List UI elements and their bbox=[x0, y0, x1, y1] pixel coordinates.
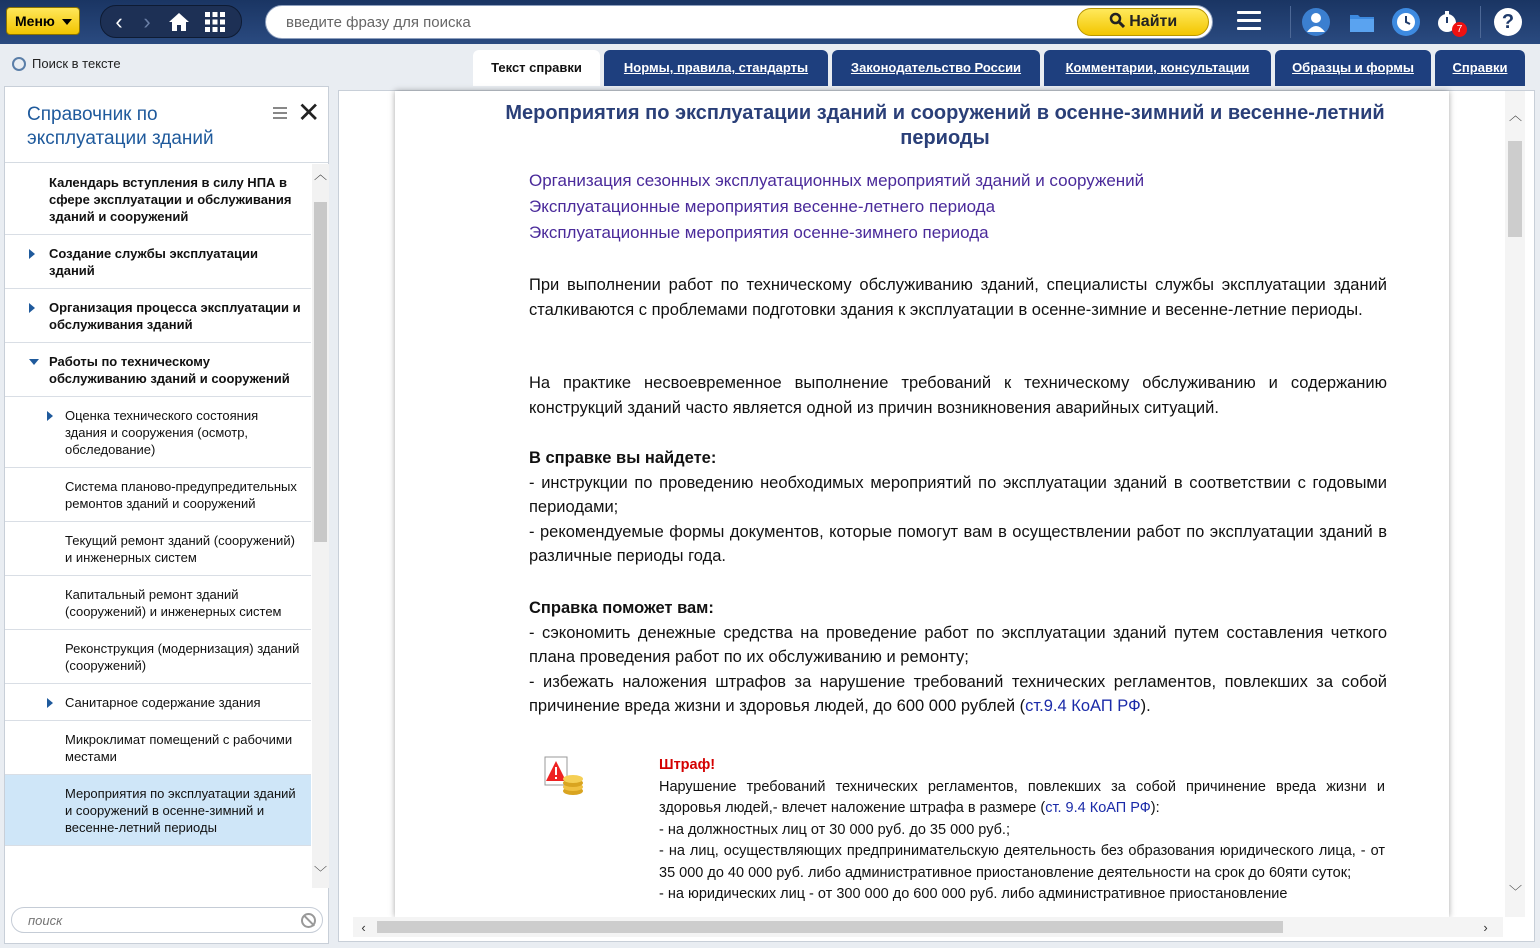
toc-item[interactable] bbox=[5, 684, 311, 721]
toc-item-label: Календарь вступления в силу НПА в сфере эксплуатации и обслуживания зданий и сооружений bbox=[49, 175, 292, 224]
fine-line: - на лиц, осуществляющих предпринимательскую деятельность без образования юридического лица, - от 35 000 до 40 000 руб. либо административное приостановление деятельности на срок до 60яти суток; bbox=[659, 843, 1385, 881]
toc-item-label: Текущий ремонт зданий (сооружений) и инженерных систем bbox=[65, 533, 295, 565]
fine-intro-end: ): bbox=[1150, 800, 1160, 816]
toc-item[interactable] bbox=[5, 343, 311, 397]
toolbar-divider bbox=[1290, 6, 1291, 38]
toc-item-label: Организация процесса эксплуатации и обслуживания зданий bbox=[49, 300, 301, 332]
sidebar-search bbox=[11, 907, 323, 933]
toc-link[interactable]: Эксплуатационные мероприятия весенне-летнего периода bbox=[529, 197, 996, 216]
document-page bbox=[395, 91, 1449, 917]
toc-item-label: Создание службы эксплуатации зданий bbox=[49, 246, 258, 278]
toc-item-label: Реконструкция (модернизация) зданий (сооружений) bbox=[65, 641, 300, 673]
expand-right-icon[interactable] bbox=[29, 303, 35, 313]
tab-norms[interactable]: Нормы, правила, стандарты bbox=[604, 50, 828, 86]
clock-icon[interactable] bbox=[1392, 8, 1420, 36]
fine-warning-icon bbox=[543, 755, 587, 799]
sidebar-scroll-thumb[interactable] bbox=[314, 202, 327, 542]
paragraph-text: На практике несвоевременное выполнение требований к техническому обслуживанию и содержанию конструкций зданий часто является одной из причин возникновения аварийных ситуаций. bbox=[529, 374, 1387, 417]
document-scrollbar[interactable] bbox=[1505, 91, 1525, 917]
toc-item-label: Капитальный ремонт зданий (сооружений) и инженерных систем bbox=[65, 587, 282, 619]
paragraph-text: При выполнении работ по техническому обслуживанию зданий, специалисты службы эксплуатации зданий сталкиваются с проблемами подготовки здания к эксплуатации в осенне-зимние и весенне-летние периоды. bbox=[529, 276, 1387, 319]
toc-item[interactable] bbox=[5, 289, 311, 343]
user-icon[interactable] bbox=[1302, 8, 1330, 36]
search-in-text-label: Поиск в тексте bbox=[32, 56, 121, 71]
sidebar bbox=[4, 86, 329, 944]
sidebar-search-input[interactable] bbox=[28, 912, 288, 929]
fine-line: - на должностных лиц от 30 000 руб. до 35 000 руб.; bbox=[659, 821, 1010, 838]
find-item: - инструкции по проведению необходимых мероприятий по эксплуатации зданий в соответствии с годовыми периодами; bbox=[529, 473, 1387, 516]
menu-label: Меню bbox=[15, 13, 55, 29]
toc-item[interactable] bbox=[5, 576, 311, 630]
clear-icon[interactable] bbox=[301, 913, 316, 928]
document-title: Мероприятия по эксплуатации зданий и сооружений в осенне-зимний и весенне-летний периоды bbox=[505, 102, 1385, 149]
expand-right-icon[interactable] bbox=[47, 698, 53, 708]
find-button[interactable] bbox=[1077, 8, 1209, 36]
search-in-text-button[interactable] bbox=[12, 56, 121, 71]
close-icon[interactable]: ✕ bbox=[297, 97, 321, 128]
toc-item[interactable] bbox=[5, 522, 311, 576]
scroll-up-icon[interactable]: ︿ bbox=[1508, 108, 1522, 123]
tab-help-text[interactable]: Текст справки bbox=[473, 50, 600, 86]
toc-item[interactable] bbox=[5, 235, 311, 289]
toc-item[interactable] bbox=[5, 630, 311, 684]
grid-icon[interactable] bbox=[201, 9, 229, 35]
scroll-left-icon[interactable]: ‹ bbox=[361, 920, 366, 935]
sidebar-title: Справочник по эксплуатации зданий bbox=[27, 104, 214, 149]
scroll-down-icon[interactable]: ﹀ bbox=[1508, 884, 1522, 899]
document-viewer bbox=[338, 90, 1535, 942]
toc-item[interactable] bbox=[5, 468, 311, 522]
list-icon[interactable] bbox=[273, 107, 287, 122]
help-section bbox=[493, 596, 1387, 719]
tab-legislation[interactable]: Законодательство России bbox=[832, 50, 1040, 86]
help-item bbox=[493, 670, 1387, 719]
toc-item-label: Система планово-предупредительных ремонтов зданий и сооружений bbox=[65, 479, 297, 511]
main-search-input[interactable] bbox=[286, 12, 1066, 32]
paragraph bbox=[493, 273, 1387, 322]
toc-item-label: Работы по техническому обслуживанию зданий и сооружений bbox=[49, 354, 290, 386]
koap-link[interactable]: ст. 9.4 КоАП РФ bbox=[1045, 800, 1151, 816]
fine-block bbox=[659, 755, 1385, 906]
scroll-down-icon[interactable]: ﹀ bbox=[313, 865, 327, 880]
main-search bbox=[265, 5, 1213, 39]
search-icon bbox=[1109, 12, 1125, 28]
fine-intro bbox=[659, 777, 1385, 820]
find-label: Найти bbox=[1129, 13, 1178, 30]
expand-right-icon[interactable] bbox=[29, 249, 35, 259]
expand-down-icon[interactable] bbox=[29, 359, 39, 365]
toolbar-divider bbox=[1480, 6, 1481, 38]
tab-samples[interactable]: Образцы и формы bbox=[1275, 50, 1431, 86]
document-scroll-thumb[interactable] bbox=[1508, 141, 1522, 237]
home-icon[interactable] bbox=[165, 9, 193, 35]
top-toolbar bbox=[0, 0, 1540, 44]
toc-item[interactable] bbox=[5, 397, 311, 468]
expand-right-icon[interactable] bbox=[47, 411, 53, 421]
toc-item-label: Санитарное содержание здания bbox=[65, 695, 261, 710]
help-item: - сэкономить денежные средства на проведение работ по эксплуатации зданий путем составления четкого плана проведения работ по их обслуживанию и ремонту; bbox=[529, 623, 1387, 666]
fine-intro-text: Нарушение требований технических регламентов, повлекших за собой причинение вреда жизни и здоровья людей,- влечет наложение штрафа в размере ( bbox=[659, 778, 1385, 816]
horizontal-scrollbar[interactable] bbox=[353, 917, 1503, 937]
find-item: - рекомендуемые формы документов, которые помогут вам в осуществлении работ по эксплуатации зданий в различные периоды года. bbox=[529, 522, 1387, 565]
toc-item-label: Микроклимат помещений с рабочими местами bbox=[65, 732, 293, 764]
toc-item-label: Оценка технического состояния здания и сооружения (осмотр, обследование) bbox=[65, 408, 259, 457]
toc-item[interactable] bbox=[5, 721, 311, 775]
chevron-down-icon bbox=[62, 19, 72, 25]
scroll-right-icon[interactable]: › bbox=[1483, 920, 1488, 935]
stopwatch-icon[interactable] bbox=[1434, 8, 1462, 36]
paragraph bbox=[493, 371, 1387, 420]
scroll-up-icon[interactable]: ︿ bbox=[313, 167, 327, 182]
fine-title: Штраф! bbox=[659, 757, 716, 773]
help-heading: Справка поможет вам: bbox=[529, 599, 714, 617]
tab-comments[interactable]: Комментарии, консультации bbox=[1044, 50, 1271, 86]
toc-item-label: Мероприятия по эксплуатации зданий и сооружений в осенне-зимний и весенне-летний периоды bbox=[65, 786, 296, 835]
koap-link[interactable]: ст.9.4 КоАП РФ bbox=[1025, 697, 1141, 715]
toc-item[interactable] bbox=[5, 164, 311, 235]
horizontal-scroll-thumb[interactable] bbox=[377, 921, 1283, 933]
sidebar-scrollbar[interactable] bbox=[312, 164, 329, 888]
folder-icon[interactable] bbox=[1348, 8, 1376, 36]
toc-link[interactable]: Организация сезонных эксплуатационных мероприятий зданий и сооружений bbox=[529, 171, 1145, 190]
toc-item[interactable] bbox=[5, 775, 311, 846]
menu-button[interactable] bbox=[6, 7, 80, 35]
help-icon[interactable]: ? bbox=[1494, 8, 1522, 36]
notification-badge: 7 bbox=[1452, 22, 1467, 37]
nav-button-group bbox=[100, 5, 242, 38]
magnifier-icon bbox=[12, 57, 26, 71]
find-heading: В справке вы найдете: bbox=[529, 449, 717, 467]
help-item-end: ). bbox=[1140, 697, 1151, 715]
find-section bbox=[493, 446, 1387, 569]
toc-list bbox=[5, 164, 311, 888]
hamburger-icon[interactable] bbox=[1237, 11, 1261, 33]
toc-link[interactable]: Эксплуатационные мероприятия осенне-зимнего периода bbox=[529, 223, 989, 242]
back-arrow-icon[interactable]: ‹ bbox=[115, 9, 123, 34]
fine-line: - на юридических лиц - от 300 000 до 600 000 руб. либо административное приостановление bbox=[659, 886, 1288, 902]
tab-references[interactable]: Справки bbox=[1435, 50, 1525, 86]
sidebar-header bbox=[5, 87, 328, 163]
forward-arrow-icon[interactable]: › bbox=[143, 9, 151, 34]
help-item-text: - избежать наложения штрафов за нарушение требований технических регламентов, повлекших за собой причинение вреда жизни и здоровья людей, до 600 000 рублей ( bbox=[529, 672, 1387, 715]
